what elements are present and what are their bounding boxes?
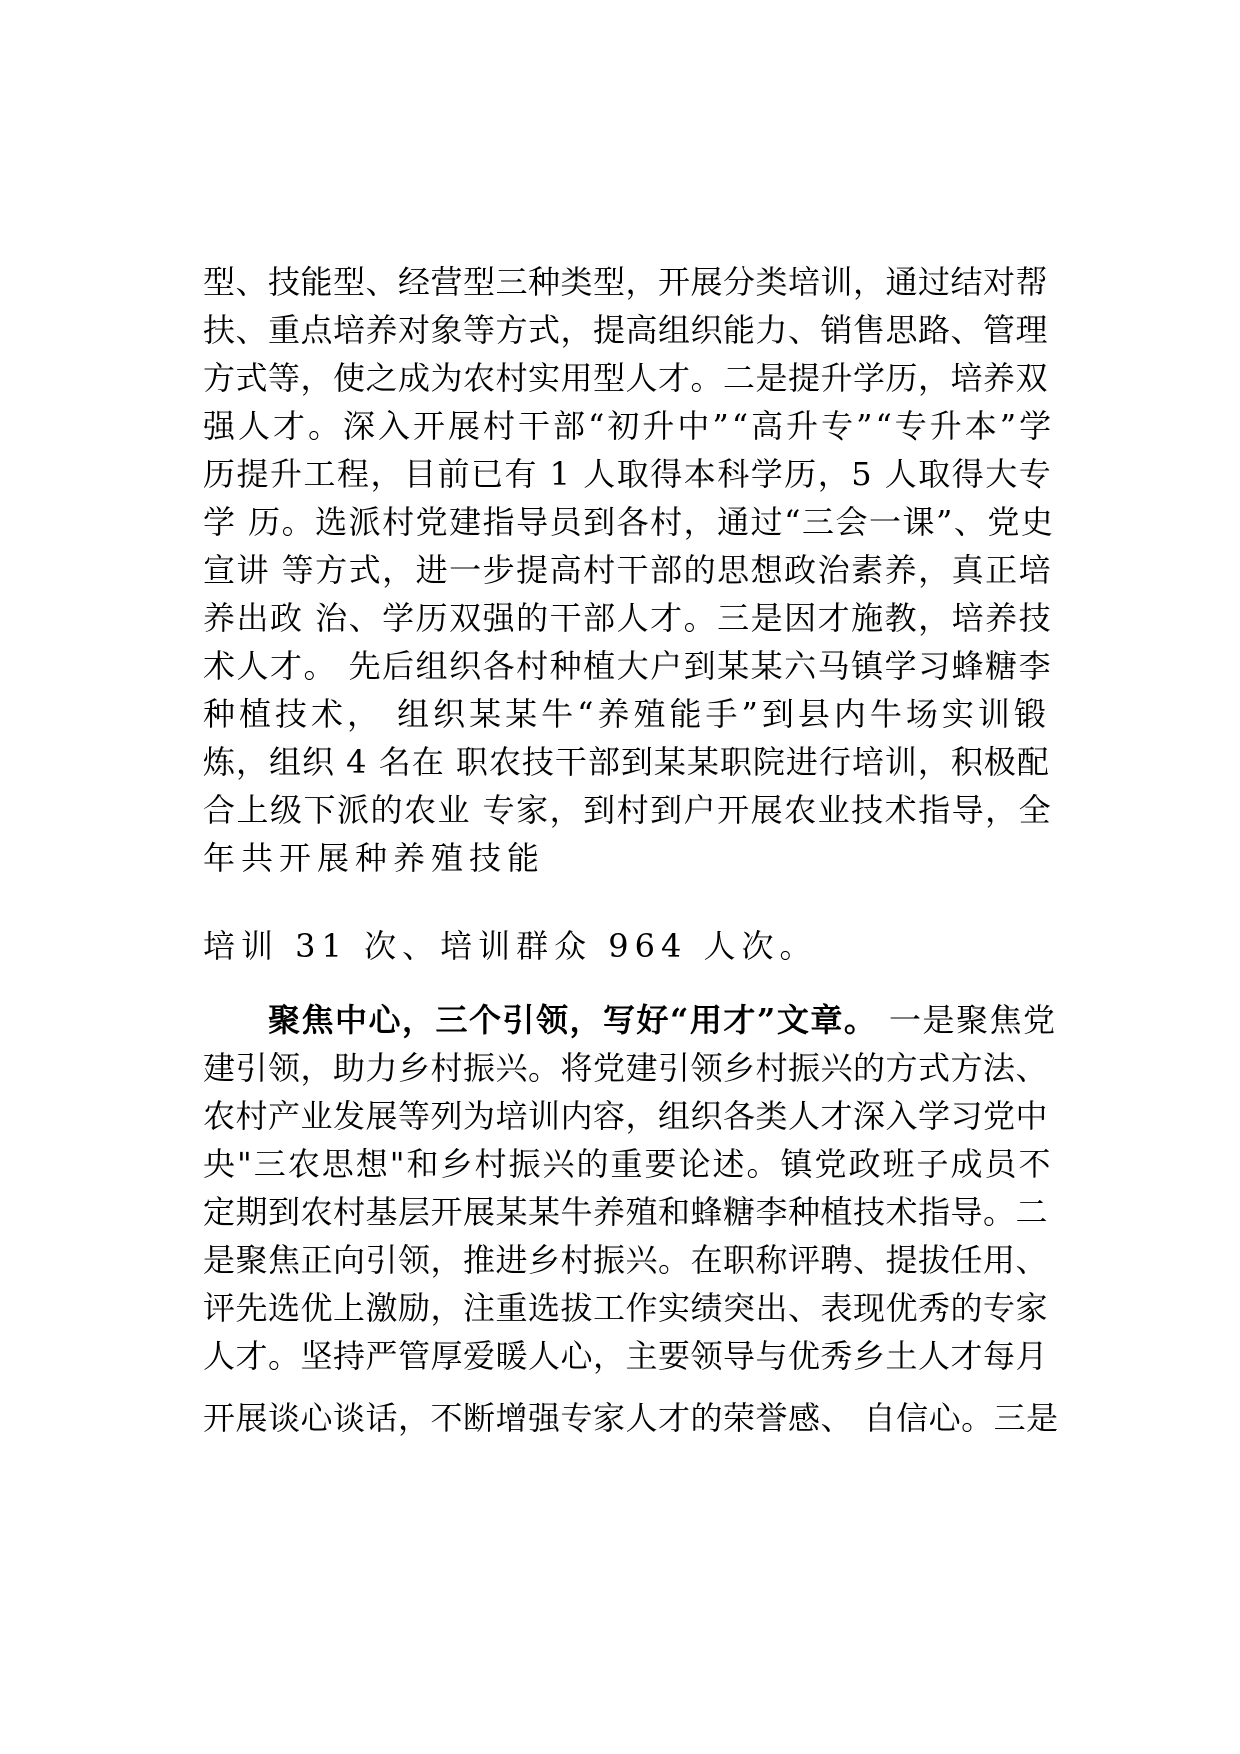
paragraph-1-line-9: 术人才。 先后组织各村种植大户到某某六马镇学习蜂糖李 bbox=[203, 647, 1053, 685]
paragraph-3-heading: 聚焦中心，三个引领，写好“用才”文章。 bbox=[268, 1001, 878, 1039]
paragraph-1-line-10: 种植技术， 组织某某牛“养殖能手”到县内牛场实训锻 bbox=[203, 695, 1050, 733]
paragraph-3-line-1 bbox=[268, 1000, 1057, 1040]
paragraph-1-line-5: 历提升工程，目前已有 1 人取得本科学历，5 人取得大专 bbox=[203, 455, 1053, 493]
paragraph-3-line-4: 央"三农思想"和乡村振兴的重要论述。镇党政班子成员不 bbox=[203, 1145, 1053, 1183]
paragraph-3-line-6: 是聚焦正向引领，推进乡村振兴。在职称评聘、提拔任用、 bbox=[203, 1241, 1049, 1279]
paragraph-1-line-2: 扶、重点培养对象等方式，提高组织能力、销售思路、管理 bbox=[203, 311, 1049, 349]
paragraph-2: 培训 31 次、培训群众 964 人次。 bbox=[203, 927, 818, 965]
paragraph-3-line-2: 建引领，助力乡村振兴。将党建引领乡村振兴的方式方法、 bbox=[203, 1049, 1049, 1087]
paragraph-1-line-13: 年共开展种养殖技能 bbox=[203, 839, 546, 877]
paragraph-3-line-3: 农村产业发展等列为培训内容，组织各类人才深入学习党中 bbox=[203, 1097, 1049, 1135]
paragraph-3-line-5: 定期到农村基层开展某某牛养殖和蜂糖李种植技术指导。二 bbox=[203, 1193, 1049, 1231]
paragraph-1-line-7: 宣讲 等方式，进一步提高村干部的思想政治素养，真正培 bbox=[203, 551, 1053, 589]
paragraph-1-line-4: 强人才。深入开展村干部“初升中”“高升专”“专升本”学 bbox=[203, 407, 1055, 445]
paragraph-3-line-7: 评先选优上激励，注重选拔工作实绩突出、表现优秀的专家 bbox=[203, 1289, 1049, 1327]
paragraph-3-line-9: 开展谈心谈话，不断增强专家人才的荣誉感、 自信心。三是 bbox=[203, 1399, 1059, 1437]
paragraph-1-line-1: 型、技能型、经营型三种类型，开展分类培训，通过结对帮 bbox=[203, 263, 1049, 301]
paragraph-1-line-11: 炼，组织 4 名在 职农技干部到某某职院进行培训，积极配 bbox=[203, 743, 1050, 781]
paragraph-1-line-12: 合上级下派的农业 专家，到村到户开展农业技术指导，全 bbox=[203, 791, 1053, 829]
paragraph-3-first-line-rest: 一是聚焦党 bbox=[877, 1001, 1057, 1039]
paragraph-1-line-3: 方式等，使之成为农村实用型人才。二是提升学历，培养双 bbox=[203, 359, 1049, 397]
paragraph-3-line-8: 人才。坚持严管厚爱暖人心，主要领导与优秀乡土人才每月 bbox=[203, 1337, 1049, 1375]
paragraph-1-line-8: 养出政 治、学历双强的干部人才。三是因才施教，培养技 bbox=[203, 599, 1053, 637]
paragraph-1-line-6: 学 历。选派村党建指导员到各村，通过“三会一课”、党史 bbox=[203, 503, 1055, 541]
